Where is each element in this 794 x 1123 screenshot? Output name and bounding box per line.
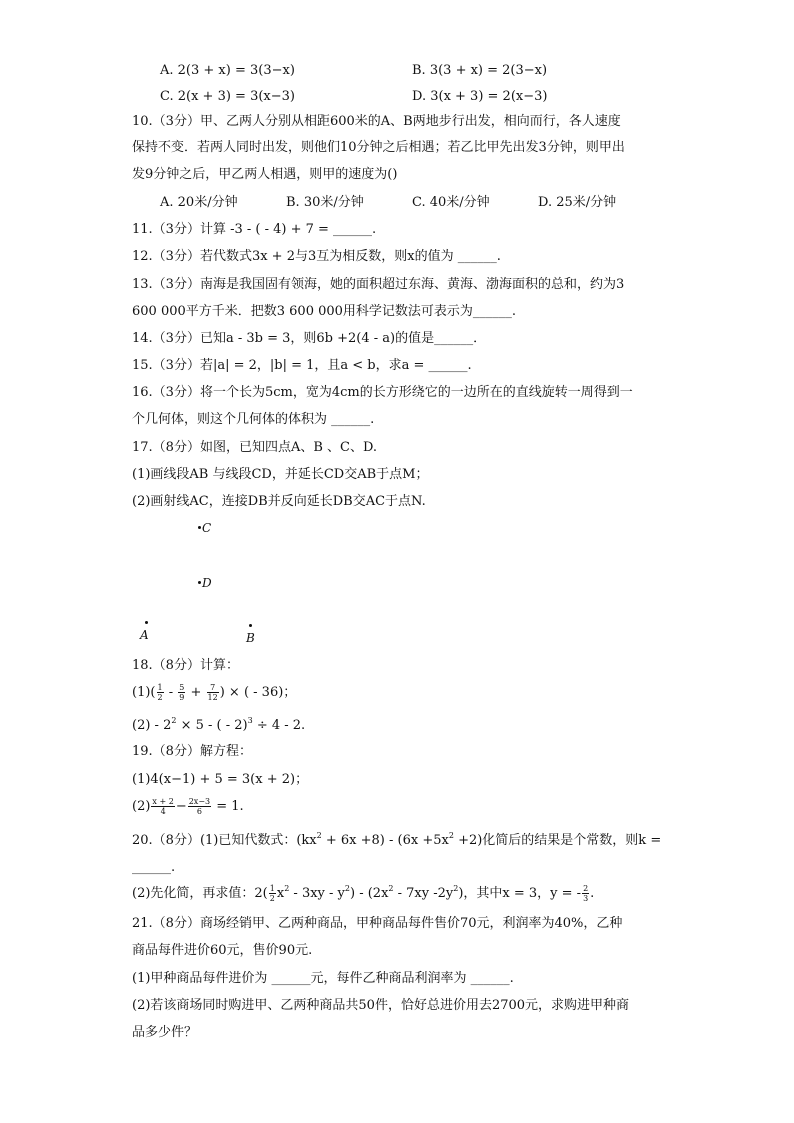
q20-l3-b: x xyxy=(276,886,285,901)
q18-p2-a: (2) - 2 xyxy=(132,718,172,733)
q19-p2-close: = 1. xyxy=(212,799,244,814)
q20-l3-exp-2: 2 xyxy=(344,884,350,893)
q20-l3-d: ) - (2x xyxy=(350,886,389,901)
q12-text: 12.（3分）若代数式3x + 2与3互为相反数，则x的值为 ______. xyxy=(132,249,501,264)
q18-p2-b: × 5 - ( - 2) xyxy=(176,718,248,733)
q20-y-denominator: 3 xyxy=(583,894,589,903)
q10-line-2: 保持不变．若两人同时出发，则他们10分钟之后相遇；若乙比甲先出发3分钟，则甲出 xyxy=(132,140,625,155)
q18-f3-numerator: 7 xyxy=(207,683,219,693)
q20-line-3 xyxy=(132,884,594,903)
q20-fraction-half xyxy=(269,884,276,903)
q20-fraction-y xyxy=(582,884,589,903)
q18-p2-c: ÷ 4 - 2. xyxy=(252,718,306,733)
q18-f2-numerator: 5 xyxy=(179,683,185,692)
q13-line-1: 13.（3分）南海是我国固有领海，她的面积超过东海、黄海、渤海面积的总和，约为3 xyxy=(132,277,625,292)
q21-line-2: 商品每件进价60元，售价90元. xyxy=(132,943,313,958)
q18-f1-numerator: 1 xyxy=(157,683,163,692)
q20-line-1 xyxy=(132,832,661,850)
q18-f1-denominator: 2 xyxy=(157,693,163,702)
q19-f2-denominator: 6 xyxy=(196,807,202,816)
q20-l1-exp-1: 2 xyxy=(316,831,322,840)
q18-plus: + xyxy=(186,685,206,700)
q20-line-2: ______. xyxy=(132,860,176,875)
q18-p2-exp-2: 3 xyxy=(247,716,253,725)
q9-option-a: A. 2(3 + x) = 3(3−x) xyxy=(160,63,295,78)
q19-fraction-1 xyxy=(151,797,174,816)
q19-f2-numerator: 2x−3 xyxy=(188,797,211,806)
q20-y-numerator: 2 xyxy=(583,884,589,893)
q10-line-1: 10.（3分）甲、乙两人分别从相距600米的A、B两地步行出发，相向而行，各人速度 xyxy=(132,114,621,129)
point-a-label: A xyxy=(140,628,149,642)
q18-fraction-3 xyxy=(207,683,219,702)
q20-l1-a: 20.（8分）(1)已知代数式：(kx xyxy=(132,833,317,848)
q20-l3-g: . xyxy=(590,886,595,901)
point-c-label: C xyxy=(202,521,212,535)
q20-l3-c: - 3xy - y xyxy=(289,886,345,901)
q18-part-2 xyxy=(132,717,305,735)
q21-line-3: (1)甲种商品每件进价为 ______元，每件乙种商品利润率为 ______. xyxy=(132,971,514,986)
q16-line-1: 16.（3分）将一个长为5cm，宽为4cm的长方形绕它的一边所在的直线旋转一周得到一 xyxy=(132,385,633,400)
q18-p1-close: ) × ( - 36)； xyxy=(219,685,297,700)
q10-option-a: A. 20米/分钟 xyxy=(160,195,238,210)
q20-l3-a: (2)先化简，再求值：2( xyxy=(132,886,268,901)
q18-fraction-1 xyxy=(157,683,164,702)
q19-part-2 xyxy=(132,797,244,816)
q19-line-1: 19.（8分）解方程： xyxy=(132,744,252,759)
q20-l1-exp-2: 2 xyxy=(448,831,454,840)
q11-text: 11.（3分）计算 -3 - ( - 4) + 7 = ______. xyxy=(132,222,377,237)
q10-option-c: C. 40米/分钟 xyxy=(412,195,490,210)
point-d-marker xyxy=(198,581,201,584)
q19-part-1: (1)4(x−1) + 5 = 3(x + 2)； xyxy=(132,772,309,787)
q10-line-3: 发9分钟之后，甲乙两人相遇，则甲的速度为() xyxy=(132,167,398,182)
q15-text: 15.（3分）若|a| = 2，|b| = 1，且a < b，求a = ______. xyxy=(132,358,472,373)
q9-option-c: C. 2(x + 3) = 3(x−3) xyxy=(160,89,295,104)
q21-line-5: 品多少件？ xyxy=(132,1025,198,1040)
q18-part-1 xyxy=(132,683,296,702)
q13-line-2: 600 000平方千米．把数3 600 000用科学记数法可表示为______. xyxy=(132,304,517,319)
q19-f1-numerator: x + 2 xyxy=(152,797,174,806)
q17-line-2: (1)画线段AB 与线段CD，并延长CD交AB于点M； xyxy=(132,467,429,482)
q18-minus: - xyxy=(164,685,178,700)
q18-p1-open: (1)( xyxy=(132,685,156,700)
q9-option-b: B. 3(3 + x) = 2(3−x) xyxy=(412,63,548,78)
q20-l1-c: +2)化简后的结果是个常数，则k = xyxy=(453,833,662,848)
q19-fraction-2 xyxy=(188,797,211,816)
q9-option-d: D. 3(x + 3) = 2(x−3) xyxy=(412,89,548,104)
q20-l3-f: )，其中x = 3，y = - xyxy=(458,886,582,901)
q14-text: 14.（3分）已知a - 3b = 3，则6b +2(4 - a)的值是______． xyxy=(132,331,487,346)
q18-p2-exp-1: 2 xyxy=(171,716,177,725)
point-c-marker xyxy=(198,526,201,529)
q16-line-2: 个几何体，则这个几何体的体积为 ______. xyxy=(132,412,375,427)
q21-line-1: 21.（8分）商场经销甲、乙两种商品，甲种商品每件售价70元，利润率为40%，乙种 xyxy=(132,916,623,931)
q20-half-numerator: 1 xyxy=(269,884,275,893)
q19-minus: − xyxy=(175,799,187,814)
q20-half-denominator: 2 xyxy=(269,894,275,903)
q10-option-d: D. 25米/分钟 xyxy=(538,195,617,210)
q21-line-4: (2)若该商场同时购进甲、乙两种商品共50件，恰好总进价用去2700元，求购进甲种商 xyxy=(132,998,630,1013)
q18-f2-denominator: 9 xyxy=(179,693,185,702)
q18-line-1: 18.（8分）计算： xyxy=(132,658,239,673)
q20-l3-exp-4: 2 xyxy=(453,884,459,893)
q19-p2-open: (2) xyxy=(132,799,151,814)
point-d-label: D xyxy=(202,576,212,590)
point-b-label: B xyxy=(246,631,255,645)
q18-fraction-2 xyxy=(178,683,185,702)
q20-l3-exp-3: 2 xyxy=(388,884,394,893)
q20-l3-exp-1: 2 xyxy=(284,884,290,893)
point-b-marker xyxy=(249,624,252,627)
q18-f3-denominator: 12 xyxy=(207,693,218,702)
q20-l3-e: - 7xy -2y xyxy=(393,886,454,901)
q19-f1-denominator: 4 xyxy=(160,807,166,816)
q20-l1-b: + 6x +8) - (6x +5x xyxy=(321,833,449,848)
q17-line-1: 17.（8分）如图，已知四点A、B 、C、D. xyxy=(132,440,378,455)
q17-line-3: (2)画射线AC，连接DB并反向延长DB交AC于点N. xyxy=(132,494,426,509)
point-a-marker xyxy=(145,621,148,624)
q10-option-b: B. 30米/分钟 xyxy=(286,195,364,210)
